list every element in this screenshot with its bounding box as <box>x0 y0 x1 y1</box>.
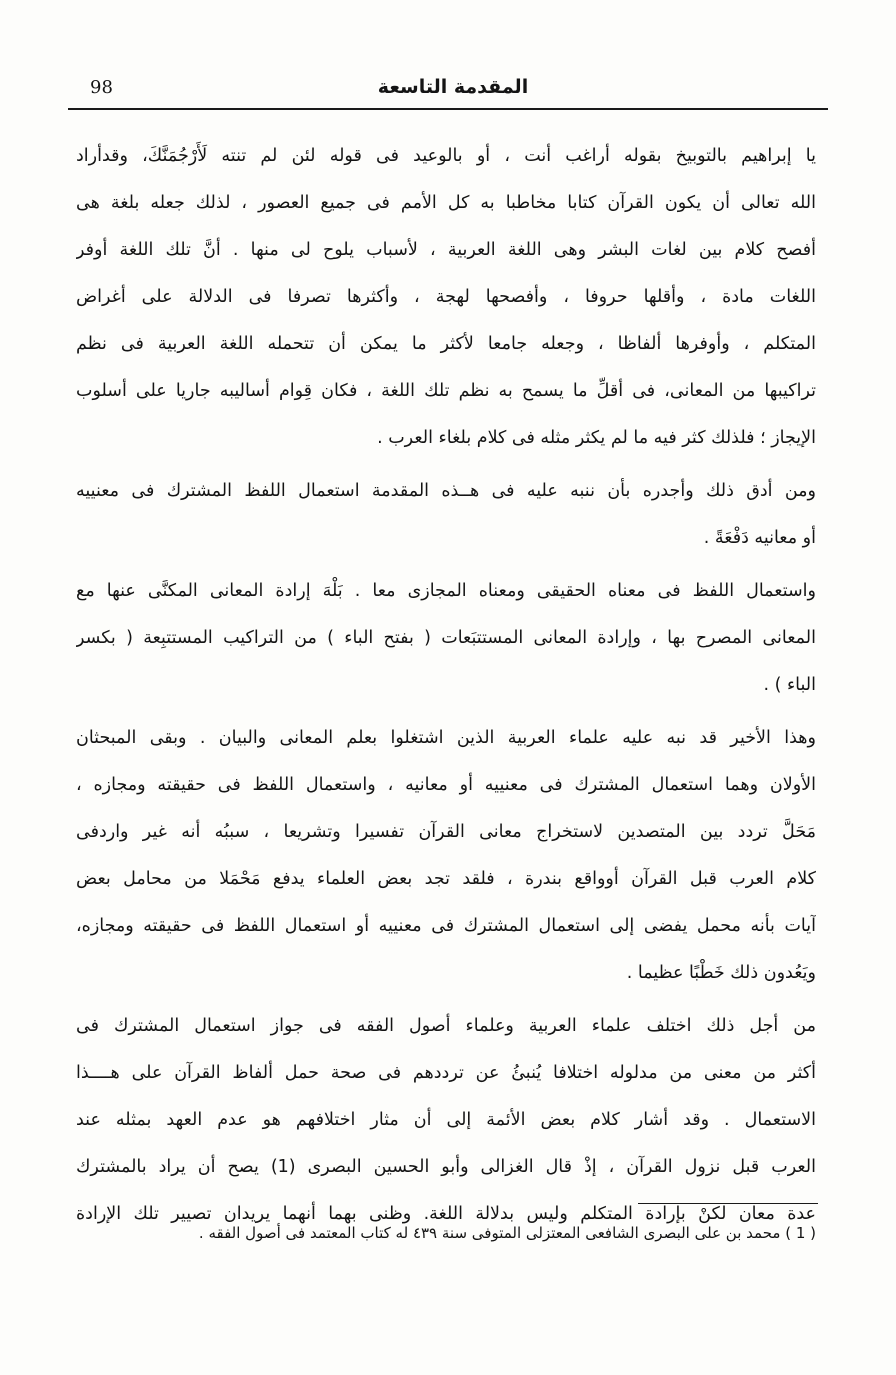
page-number: 98 <box>90 76 113 98</box>
body-text <box>76 133 816 1238</box>
text-line: أو معانيه دَفْعَةً . <box>703 528 816 548</box>
text-line: ومن أدق ذلك وأجدره بأن ننبه عليه فى هــذه المقدمة استعمال اللفظ المشترك فى معنييه <box>76 481 816 501</box>
running-title: المقدمة التاسعة <box>377 76 529 98</box>
text-line: أفصح كلام بين لغات البشر وهى اللغة العربية ، لأسباب يلوح لى منها . أنَّ تلك اللغة أوفر <box>76 240 816 260</box>
text-line: عدة معان لكنْ بإرادة المتكلم وليس بدلالة اللغة. وظنى بهما أنهما يريدان تصيير تلك الإرادة <box>76 1204 816 1224</box>
text-line: وهذا الأخير قد نبه عليه علماء العربية الذين اشتغلوا بعلم المعانى والبيان . وبقى المبحثان <box>76 728 816 748</box>
text-line: واستعمال اللفظ فى معناه الحقيقى ومعناه المجازى معا . بَلْهَ إرادة المعانى المكنَّى عنها مع <box>76 581 816 601</box>
text-line: الإيجاز ؛ فلذلك كثر فيه ما لم يكثر مثله فى كلام بلغاء العرب . <box>377 428 816 448</box>
text-line: يا إبراهيم بالتوبيخ بقوله أراغب أنت ، أو بالوعيد فى قوله لئن لم تنته لَأَرْجُمَنَّكَ، وقدأراد <box>76 146 816 166</box>
text-line: المعانى المصرح بها ، وإرادة المعانى المستتبَعات ( بفتح الباء ) من التراكيب المستتبِعة ( بكسر <box>76 628 816 648</box>
paragraph-3 <box>76 568 816 709</box>
text-line: مَحَلَّ تردد بين المتصدين لاستخراج معانى القرآن تفسيرا وتشريعا ، سببُه أنه غير واردفى <box>76 822 816 842</box>
text-line: أكثر من معنى من مدلوله اختلافا يُنبئُ عن ترددهم فى صحة حمل ألفاظ القرآن على هــــذا <box>76 1063 816 1083</box>
footnote: ( 1 ) محمد بن على البصرى الشافعى المعتزلى المتوفى سنة ٤٣٩ له كتاب المعتمد فى أصول الفقه . <box>198 1224 816 1242</box>
text-line: العرب قبل نزول القرآن ، إذْ قال الغزالى وأبو الحسين البصرى (1) يصح أن يراد بالمشترك <box>76 1157 816 1177</box>
text-line: اللغات مادة ، وأقلها حروفا ، وأفصحها لهجة ، وأكثرها تصرفا فى الدلالة على أغراض <box>76 287 816 307</box>
text-line: المتكلم ، وأوفرها ألفاظا ، وجعله جامعا لأكثر ما يمكن أن تتحمله اللغة العربية فى نظم <box>76 334 816 354</box>
text-line: الباء ) . <box>763 675 816 695</box>
text-line: الله تعالى أن يكون القرآن كتابا مخاطبا به كل الأمم فى جميع العصور ، لذلك جعله بلغة هى <box>76 193 816 213</box>
text-line: تراكيبها من المعانى، فى أقلِّ ما يسمح به نظم تلك اللغة ، فكان قِوام أساليبه جاريا على أسلوب <box>76 381 816 401</box>
text-line: آيات بأنه محمل يفضى إلى استعمال المشترك فى معنييه أو استعمال اللفظ فى حقيقته ومجازه، <box>76 916 816 936</box>
text-line: من أجل ذلك اختلف علماء العربية وعلماء أصول الفقه فى جواز استعمال المشترك فى <box>76 1016 816 1036</box>
paragraph-4 <box>76 715 816 997</box>
text-line: ويَعُدون ذلك خَطْبًا عظيما . <box>626 963 816 983</box>
page-header <box>90 70 816 104</box>
header-rule <box>68 108 828 110</box>
text-line: الاستعمال . وقد أشار كلام بعض الأئمة إلى أن مثار اختلافهم هو عدم العهد بمثله عند <box>76 1110 816 1130</box>
paragraph-2 <box>76 468 816 562</box>
footnote-rule <box>638 1203 818 1204</box>
text-line: كلام العرب قبل القرآن أوواقع بندرة ، فلقد تجد بعض العلماء يدفع مَحْمَلا من محامل بعض <box>76 869 816 889</box>
text-line: الأولان وهما استعمال المشترك فى معنييه أو معانيه ، واستعمال اللفظ فى حقيقته ومجازه ، <box>76 775 816 795</box>
paragraph-1 <box>76 133 816 462</box>
